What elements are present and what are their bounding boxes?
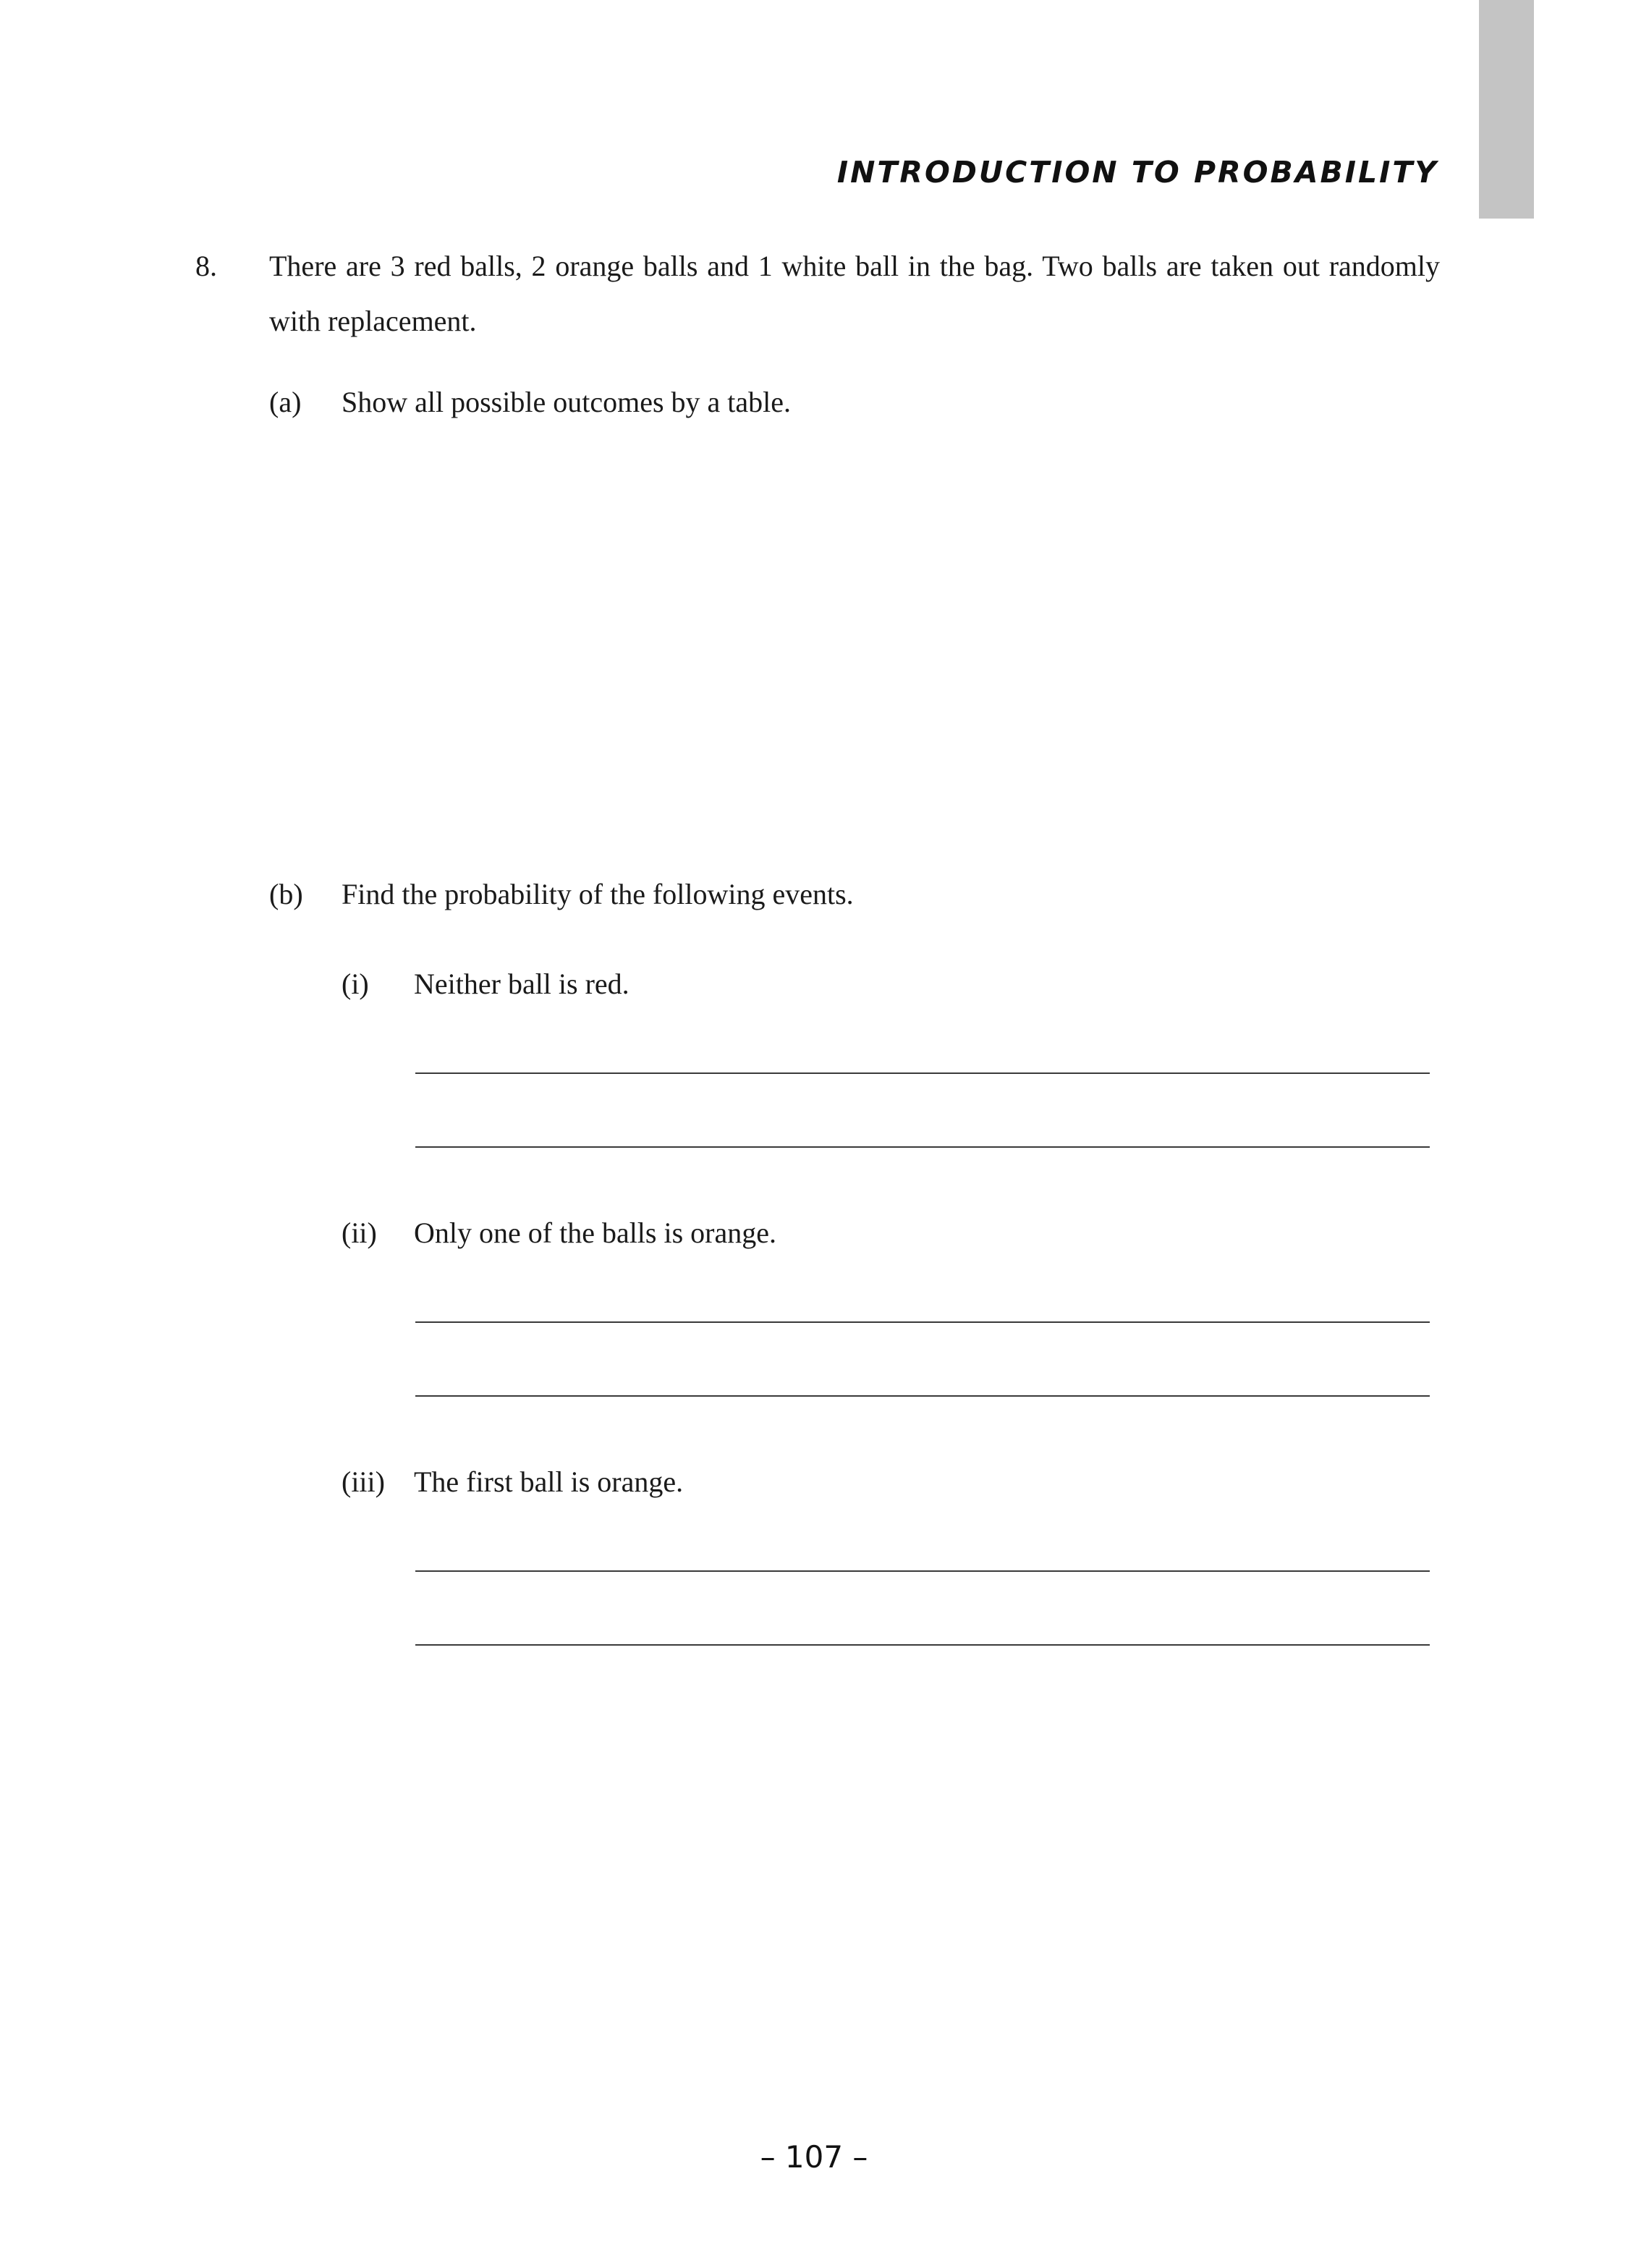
subpart-i-label: (i) (342, 968, 369, 1000)
answer-line[interactable] (415, 1570, 1430, 1572)
subpart-i-text: Neither ball is red. (414, 968, 629, 1000)
part-b-text: Find the probability of the following events. (342, 878, 854, 910)
page-number: – 107 – (760, 2139, 868, 2175)
subpart-ii-label: (ii) (342, 1216, 377, 1249)
question-stem: There are 3 red balls, 2 orange balls and 1 white ball in the bag. Two balls are taken out randomly with replacement. (269, 250, 1440, 337)
answer-line[interactable] (415, 1395, 1430, 1397)
subpart-iii-text: The first ball is orange. (414, 1465, 684, 1498)
subpart-ii-text: Only one of the balls is orange. (414, 1216, 776, 1249)
answer-line[interactable] (415, 1644, 1430, 1646)
chapter-tab-marker (1479, 0, 1534, 219)
answer-line[interactable] (415, 1146, 1430, 1148)
answer-line[interactable] (415, 1321, 1430, 1323)
answer-line[interactable] (415, 1072, 1430, 1074)
part-a-text: Show all possible outcomes by a table. (342, 386, 792, 418)
chapter-title: INTRODUCTION TO PROBABILITY (836, 155, 1438, 190)
part-a-label: (a) (269, 386, 302, 418)
part-b-label: (b) (269, 878, 303, 910)
question-number: 8. (195, 250, 217, 282)
subpart-iii-label: (iii) (342, 1465, 385, 1498)
